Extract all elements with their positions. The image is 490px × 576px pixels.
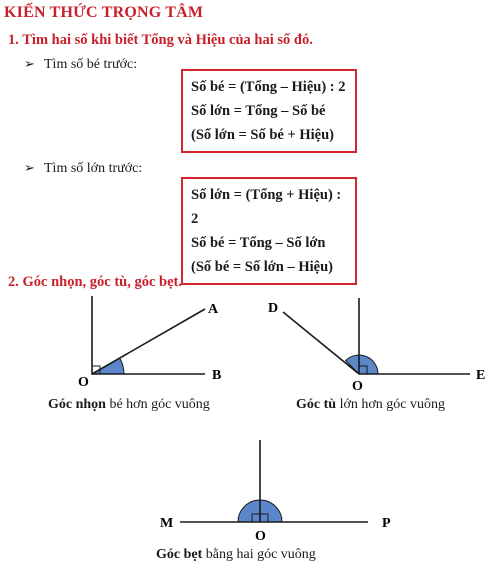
- formula-line: Số lớn = (Tổng + Hiệu) : 2: [191, 187, 342, 227]
- obtuse-caption-text: lớn hơn góc vuông: [336, 397, 445, 412]
- label-o-obtuse: O: [352, 379, 363, 394]
- label-m: M: [160, 516, 174, 531]
- straight-caption-text: bằng hai góc vuông: [202, 547, 316, 562]
- formula-line: Số bé = Tổng – Số lớn: [191, 235, 326, 251]
- straight-angle-diagram: [160, 440, 391, 544]
- label-a: A: [208, 302, 219, 317]
- acute-angle-diagram: [78, 296, 221, 390]
- acute-caption-text: bé hơn góc vuông: [105, 397, 210, 412]
- formula-line: (Số bé = Số lớn – Hiệu): [191, 259, 333, 275]
- obtuse-caption: [296, 397, 445, 413]
- obtuse-angle-sector: [346, 355, 378, 374]
- acute-caption: [48, 397, 210, 413]
- straight-caption-term: Góc bẹt: [156, 547, 203, 562]
- formula-line: (Số lớn = Số bé + Hiệu): [191, 127, 334, 143]
- arrow-bullet-icon: ➢: [24, 56, 35, 71]
- formula-line: Số lớn = Tổng – Số bé: [191, 103, 326, 119]
- bullet-large-first-text: Tìm số lớn trước:: [44, 161, 143, 176]
- page-title: KIẾN THỨC TRỌNG TÂM: [4, 4, 204, 21]
- label-b: B: [212, 368, 222, 383]
- bullet-small-first-text: Tìm số bé trước:: [44, 57, 138, 72]
- label-p: P: [382, 516, 391, 531]
- label-d: D: [268, 301, 279, 316]
- label-e: E: [476, 368, 486, 383]
- section-2-heading: 2. Góc nhọn, góc tù, góc bẹt.: [8, 274, 182, 290]
- obtuse-angle-diagram: [268, 298, 485, 394]
- label-o-acute: O: [78, 375, 89, 390]
- straight-caption: [156, 547, 316, 563]
- label-o-straight: O: [255, 529, 266, 544]
- section-1-heading: 1. Tìm hai số khi biết Tổng và Hiệu của hai số đó.: [8, 32, 313, 48]
- formula-line: Số bé = (Tổng – Hiệu) : 2: [191, 79, 346, 95]
- acute-caption-term: Góc nhọn: [48, 397, 106, 412]
- arrow-bullet-icon: ➢: [24, 160, 35, 175]
- obtuse-caption-term: Góc tù: [296, 397, 337, 412]
- obtuse-ray-od: [283, 312, 359, 374]
- acute-ray-oa: [92, 309, 205, 374]
